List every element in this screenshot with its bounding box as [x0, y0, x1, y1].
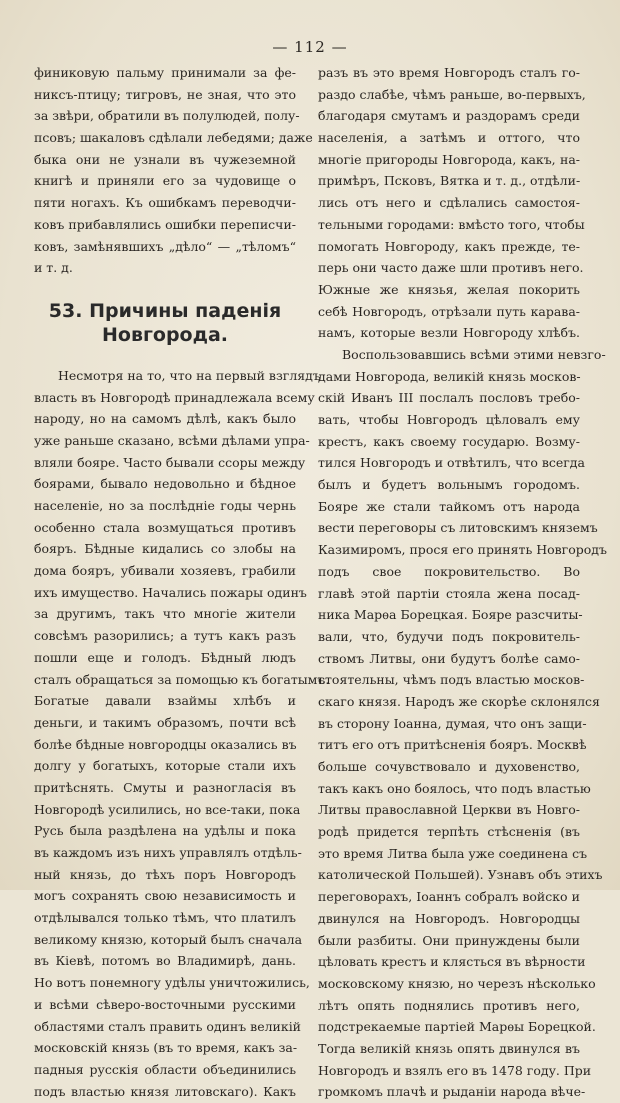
page-number: — 112 — [272, 38, 348, 56]
text-line: родѣ придется терпѣть стѣсненія (въ [318, 824, 580, 840]
text-line: крестъ, какъ своему государю. Возму- [318, 433, 580, 449]
text-line: Но вотъ понемногу удѣлы уничтожились, [34, 975, 310, 991]
text-line: ный князь, до тѣхъ поръ Новгородъ [34, 866, 296, 882]
section-heading-line-1: 53. Причины паденія [48, 299, 282, 322]
left-top-paragraph [34, 62, 313, 279]
text-line: болѣе бѣдные новгородцы оказались въ [34, 736, 297, 752]
text-line: уже раньше сказано, всѣми дѣлами упра- [34, 432, 310, 448]
text-line: перь они часто даже шли противъ него. [318, 260, 584, 276]
text-line: за другимъ, такъ что многіе жители [34, 606, 296, 622]
text-line: притѣснять. Смуты и разногласія въ [34, 779, 296, 795]
text-line: такъ какъ оно боялось, что подъ властью [318, 780, 591, 796]
text-line: примѣръ, Псковъ, Вятка и т. д., отдѣли- [318, 173, 581, 189]
text-line: совсѣмъ разорились; а тутъ какъ разъ [34, 628, 296, 644]
text-line: подстрекаемые партіей Марѳы Борецкой. [318, 1019, 596, 1035]
text-line: народу, но на самомъ дѣлѣ, какъ было [34, 411, 296, 427]
text-line: тился Новгородъ и отвѣтилъ, что всегда [318, 455, 585, 471]
text-line: Несмотря на то, что на первый взглядъ [58, 367, 321, 383]
text-line: ковъ, замѣнявшихъ „дѣло“ — „тѣломъ“ [34, 238, 296, 254]
text-line: Тогда великій князь опять двинулся въ [318, 1040, 580, 1056]
text-line: себѣ Новгородъ, отрѣзали путь карава- [318, 303, 580, 319]
text-line: Русь была раздѣлена на удѣлы и пока [34, 823, 296, 839]
text-line: вести переговоры съ литовскимъ княземъ [318, 520, 598, 536]
text-line: стоятельны, чѣмъ подъ властью москов- [318, 672, 585, 688]
text-line: ихъ имущество. Начались пожары одинъ [34, 584, 307, 600]
section-heading-line-2: Новгорода. [102, 323, 228, 346]
left-column [34, 62, 330, 1102]
text-line: сталъ обращаться за помощью къ богатымъ. [34, 671, 330, 687]
text-line: пяти ногахъ. Къ ошибкамъ переводчи- [34, 195, 296, 211]
text-line: ковъ прибавлялись ошибки переписчи- [34, 216, 296, 232]
text-line: и т. д. [34, 260, 73, 276]
text-line: благодаря смутамъ и раздорамъ среди [318, 108, 580, 124]
text-line: боярами, бывало недовольно и бѣдное [34, 476, 296, 492]
text-line: титъ его отъ притѣсненія бояръ. Москвѣ [318, 737, 587, 753]
text-line: Воспользовавшись всѣми этими невзго- [342, 346, 606, 362]
text-line: книгѣ и приняли его за чудовище о [34, 173, 296, 189]
text-line: вляли бояре. Часто бывали ссоры между [34, 454, 306, 470]
text-line: главѣ этой партіи стояла жена посад- [318, 585, 580, 601]
text-line: за звѣри, обратили въ полулюдей, полу- [34, 108, 300, 124]
text-line: громкомъ плачѣ и рыданіи народа вѣче- [318, 1084, 586, 1100]
text-line: цѣловать крестъ и клясться въ вѣрности [318, 954, 586, 970]
text-line: Южные же князья, желая покорить [318, 281, 580, 297]
text-line: власть въ Новгородѣ принадлежала всему [34, 389, 315, 405]
text-line: населенія, а затѣмъ и оттого, что [318, 130, 580, 146]
text-line: лѣтъ опять поднялись противъ него, [318, 997, 580, 1013]
text-line: и всѣми сѣверо-восточными русскими [34, 996, 296, 1012]
text-line: вали, что, будучи подъ покровитель- [318, 628, 580, 644]
text-line: многіе пригороды Новгорода, какъ, на- [318, 151, 580, 167]
text-line: былъ и будетъ вольнымъ городомъ. [318, 477, 580, 493]
right-body-text [318, 62, 607, 1103]
text-line: двинулся на Новгородъ. Новгородцы [318, 910, 580, 926]
left-body-text [34, 365, 330, 1102]
text-line: намъ, которые везли Новгороду хлѣбъ. [318, 325, 580, 341]
text-line: бояръ. Бѣдные кидались со злобы на [34, 541, 296, 557]
text-line: вать, чтобы Новгородъ цѣловалъ ему [318, 412, 580, 427]
text-line: быка они не узнали въ чужеземной [34, 151, 296, 167]
text-line: псовъ; шакаловъ сдѣлали лебедями; даже [34, 130, 313, 146]
text-line: Бояре же стали тайкомъ отъ народа [318, 498, 580, 514]
text-line: больше сочувствовало и духовенство, [318, 759, 580, 774]
text-line: лись отъ него и сдѣлались самостоя- [318, 195, 580, 211]
text-line: долгу у богатыхъ, которые стали ихъ [34, 758, 296, 774]
text-line: дами Новгорода, великій князь москов- [318, 368, 581, 384]
text-line: московскій князь (въ то время, какъ за- [34, 1040, 298, 1056]
right-column [318, 62, 607, 1103]
text-line: были разбиты. Они принуждены были [318, 932, 580, 948]
text-line: переговорахъ, Іоаннъ собралъ войско и [318, 889, 580, 905]
text-line: раздо слабѣе, чѣмъ раньше, во-первыхъ, [318, 86, 586, 102]
text-line: тельными городами: вмѣсто того, чтобы [318, 216, 585, 232]
text-line: ника Марѳа Борецкая. Бояре разсчиты- [318, 607, 583, 623]
text-line: въ сторону Іоанна, думая, что онъ защи- [318, 715, 587, 731]
text-line: это время Литва была уже соединена съ [318, 845, 588, 861]
text-line: деньги, и такимъ образомъ, почти всѣ [34, 714, 296, 730]
text-line: скій Иванъ III послалъ пословъ требо- [318, 390, 580, 406]
text-line: областями сталъ править одинъ великій [34, 1018, 302, 1034]
text-line: особенно стала возмущаться противъ [34, 519, 296, 535]
text-line: помогать Новгороду, какъ прежде, те- [318, 238, 580, 254]
text-line: могъ сохранять свою независимость и [34, 888, 296, 904]
text-line: ствомъ Литвы, они будутъ болѣе само- [318, 650, 580, 666]
section-heading [34, 299, 296, 347]
text-line: московскому князю, но черезъ нѣсколько [318, 975, 596, 991]
text-line: дома бояръ, убивали хозяевъ, грабили [34, 563, 296, 579]
text-line: финиковую пальму принимали за фе- [34, 65, 296, 80]
text-line: подъ свое покровительство. Во [318, 563, 580, 579]
text-line: Новгородъ и взялъ его въ 1478 году. При [318, 1062, 592, 1078]
text-line: пошли еще и голодъ. Бѣдный людъ [34, 649, 296, 665]
text-line: въ каждомъ изъ нихъ управлялъ отдѣль- [34, 845, 302, 860]
text-line: Богатые давали взаймы хлѣбъ и [34, 693, 296, 709]
text-line: разъ въ это время Новгородъ сталъ го- [318, 65, 580, 80]
text-line: падныя русскія области объединились [34, 1061, 296, 1077]
text-line: отдѣлывался только тѣмъ, что платилъ [34, 910, 296, 926]
text-line: Новгородѣ усилились, но все-таки, пока [34, 801, 301, 817]
text-line: населеніе, но за послѣдніе годы чернь [34, 498, 296, 513]
text-line: подъ властью князя литовскаго). Какъ [34, 1083, 296, 1099]
text-line: католической Польшей). Узнавъ объ этихъ [318, 867, 603, 883]
text-line: великому князю, который былъ сначала [34, 931, 303, 947]
text-line: скаго князя. Народъ же скорѣе склонялся [318, 693, 600, 709]
text-line: Литвы православной Церкви въ Новго- [318, 802, 580, 818]
text-line: въ Кіевѣ, потомъ во Владимирѣ, дань. [34, 953, 296, 969]
text-line: Казимиромъ, прося его принять Новгородъ [318, 542, 607, 558]
text-line: никсъ-птицу; тигровъ, не зная, что это [34, 86, 296, 102]
